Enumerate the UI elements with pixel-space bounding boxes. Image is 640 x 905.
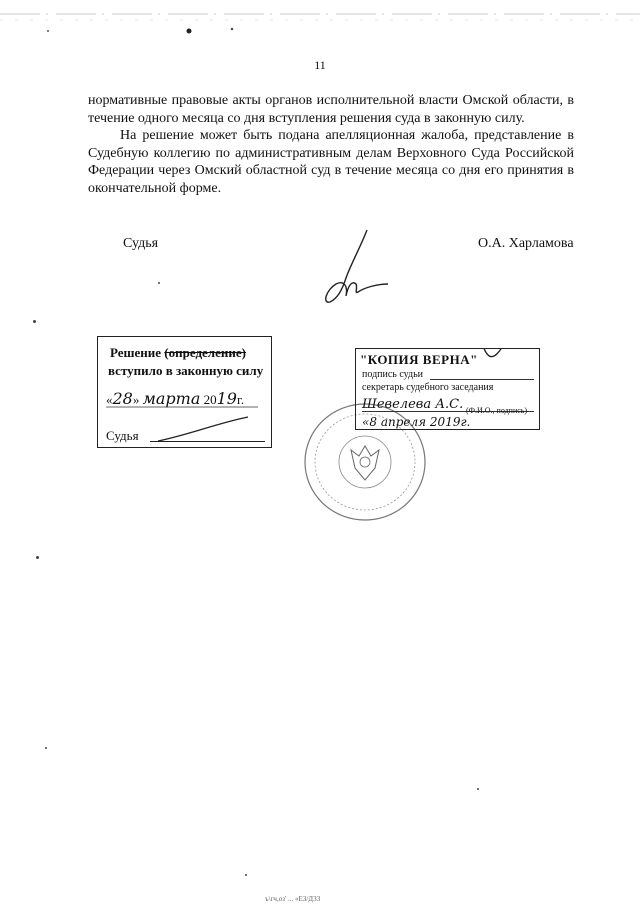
decision-word: Решение (110, 345, 162, 360)
body-text (88, 92, 574, 197)
judge-name: О.А. Харламова (478, 236, 574, 251)
judge-sign-line (150, 441, 265, 442)
stamp-judge-label: Судья (106, 428, 139, 443)
entered-force-text: вступило в законную силу (108, 363, 264, 378)
judge-label: Судья (123, 236, 159, 251)
legal-force-stamp (97, 336, 272, 448)
scan-speck (36, 556, 39, 559)
bottom-scan-marks: ъ\гч,оз' ... «ЕЗ/ДЗЗ (265, 895, 321, 903)
definition-struck: (определение) (164, 345, 246, 360)
secretary-caption: секретарь судебного заседания (362, 382, 494, 393)
judge-signature-icon (312, 228, 392, 308)
scan-speck (477, 788, 479, 790)
certified-copy-title: "КОПИЯ ВЕРНА" (360, 352, 478, 367)
judge-signature-caption: подпись судьи (362, 369, 424, 380)
scan-speck (33, 320, 36, 323)
certified-copy-stamp (355, 348, 540, 430)
date-day: 28 (112, 389, 133, 408)
copy-date-year-prefix: 20 (429, 415, 446, 429)
copy-stamp-signature-icon (356, 349, 541, 431)
date-year-suffix: 19 (216, 389, 237, 408)
scan-artifacts (0, 0, 640, 40)
page-number: 11 (314, 58, 326, 72)
scan-speck (245, 874, 247, 876)
copy-date-g: г. (460, 415, 471, 429)
date-month: марта (142, 389, 201, 408)
fio-caption: (Ф.И.О., подпись) (466, 406, 528, 415)
date-quote-close: » (132, 392, 140, 407)
copy-date-day: 8 (369, 415, 377, 429)
copy-date-month: апреля (380, 415, 427, 429)
paragraph-1: нормативные правовые акты органов исполнительной власти Омской области, в течение одного месяца со дня вступления решения суда в законную силу. (88, 93, 574, 126)
paragraph-2: На решение может быть подана апелляционная жалоба, представление в Судебную коллегию по административным делам Верховного Суда Российской Федерации через Омский областной суд в течение месяца со дня его принятия в окончательной форме. (88, 128, 574, 196)
secretary-name: Шевелева А.С. (362, 397, 464, 412)
scan-speck (158, 282, 160, 284)
scan-speck (45, 747, 47, 749)
copy-date-quote: « (362, 415, 370, 429)
copy-date-year-suffix: 19 (445, 415, 461, 429)
date-year-prefix: 20 (203, 392, 217, 407)
date-g: г. (236, 392, 245, 407)
date-quote-open: « (106, 392, 113, 407)
